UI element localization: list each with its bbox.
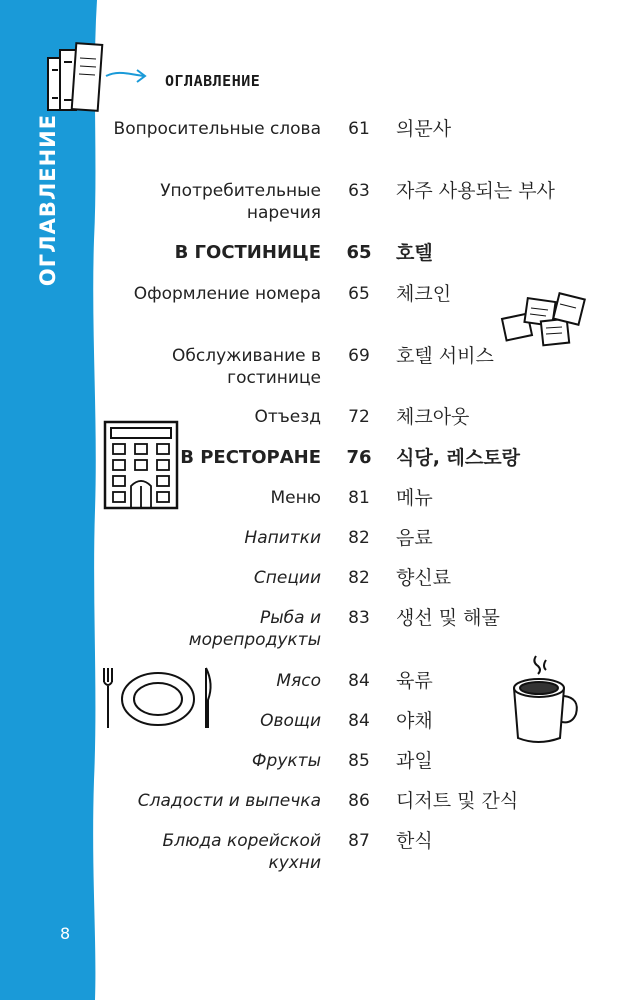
toc-page: 86 bbox=[348, 791, 370, 811]
toc-page: 65 bbox=[346, 242, 372, 263]
page-title: ОГЛАВЛЕНИЕ bbox=[165, 72, 261, 90]
toc-ko: 호텔 bbox=[396, 242, 433, 264]
toc-ru: Мясо bbox=[276, 671, 321, 691]
books-icon bbox=[44, 40, 154, 119]
plate-cutlery-icon bbox=[100, 664, 218, 738]
toc-ko: 음료 bbox=[396, 527, 433, 549]
toc-page: 63 bbox=[348, 181, 370, 201]
toc-ko: 체크인 bbox=[396, 283, 452, 305]
page-number: 8 bbox=[60, 924, 71, 943]
toc-ru: Вопросительные слова bbox=[113, 119, 321, 139]
toc-ko: 과일 bbox=[396, 750, 433, 772]
toc-page: 83 bbox=[348, 608, 370, 628]
toc-ko: 한식 bbox=[396, 830, 433, 852]
toc-ko: 자주 사용되는 부사 bbox=[396, 180, 555, 202]
toc-page: 87 bbox=[348, 831, 370, 851]
toc-ko: 육류 bbox=[396, 670, 433, 692]
toc-ko: 식당, 레스토랑 bbox=[396, 447, 520, 469]
toc-page: 82 bbox=[348, 568, 370, 588]
papers-icon bbox=[498, 286, 588, 356]
toc-ru: Употребительные наречия bbox=[160, 181, 321, 223]
toc-ru: Специи bbox=[253, 568, 321, 588]
toc-ru: Блюда корейской кухни bbox=[162, 831, 321, 873]
toc-ru: В РЕСТОРАНЕ bbox=[180, 447, 321, 468]
sidebar-title: ОГЛАВЛЕНИЕ bbox=[36, 113, 60, 287]
toc-page: 72 bbox=[348, 407, 370, 427]
toc-page: 84 bbox=[348, 671, 370, 691]
toc-page: 85 bbox=[348, 751, 370, 771]
toc-ko: 야채 bbox=[396, 710, 433, 732]
hotel-building-icon bbox=[103, 420, 181, 516]
toc-page: 76 bbox=[346, 447, 372, 468]
toc-ko: 향신료 bbox=[396, 567, 452, 589]
toc-page: 81 bbox=[348, 488, 370, 508]
toc-page: 82 bbox=[348, 528, 370, 548]
toc-ko: 디저트 및 간식 bbox=[396, 790, 519, 812]
coffee-mug-icon bbox=[508, 652, 584, 752]
toc-ru: Меню bbox=[270, 488, 321, 508]
toc-ru: Рыба и морепродукты bbox=[188, 608, 321, 650]
toc-ru: Фрукты bbox=[251, 751, 321, 771]
toc-ko: 호텔 서비스 bbox=[396, 345, 494, 367]
toc-ko: 메뉴 bbox=[396, 487, 433, 509]
toc-page: 69 bbox=[348, 346, 370, 366]
toc-ru: Обслуживание в гостинице bbox=[172, 346, 321, 388]
toc-page: 84 bbox=[348, 711, 370, 731]
toc-ko: 체크아웃 bbox=[396, 406, 470, 428]
toc-ko: 의문사 bbox=[396, 118, 452, 140]
toc-ru: Напитки bbox=[244, 528, 321, 548]
toc-ru: Сладости и выпечка bbox=[137, 791, 321, 811]
toc-ru: В ГОСТИНИЦЕ bbox=[174, 242, 321, 263]
toc-ru: Овощи bbox=[260, 711, 321, 731]
toc-ru: Оформление номера bbox=[133, 284, 321, 304]
toc-page: 61 bbox=[348, 119, 370, 139]
toc-ko: 생선 및 해물 bbox=[396, 607, 500, 629]
toc-page: 65 bbox=[348, 284, 370, 304]
toc-ru: Отъезд bbox=[254, 407, 321, 427]
